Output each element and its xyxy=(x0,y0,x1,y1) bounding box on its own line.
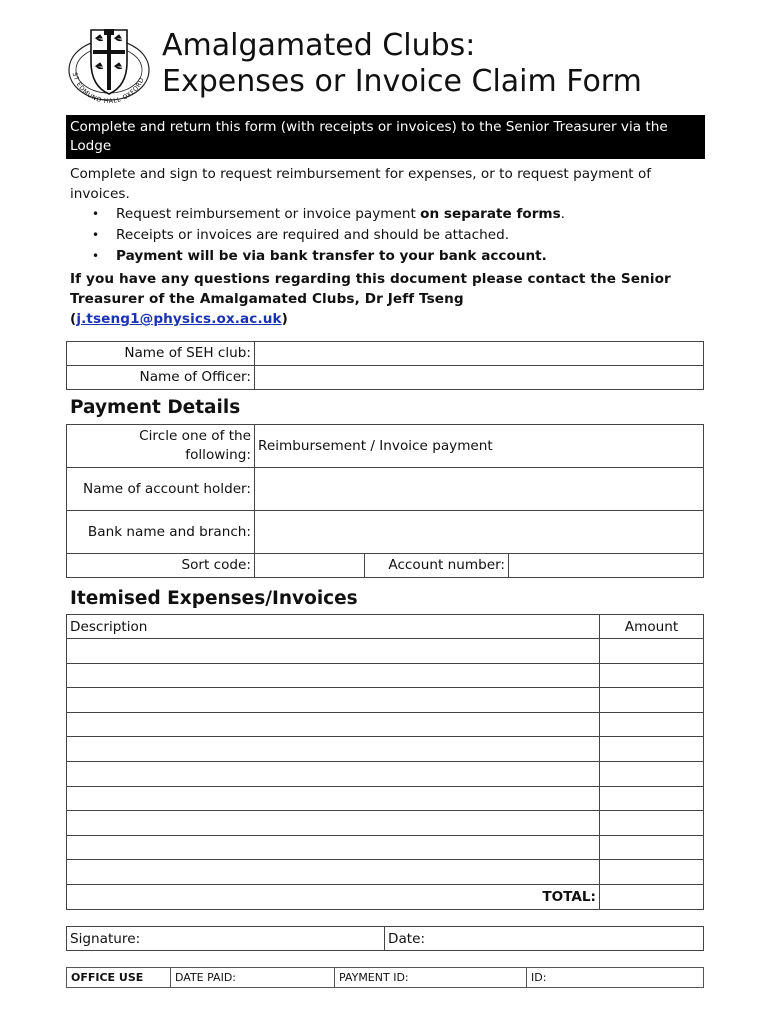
description-column-header: Description xyxy=(67,615,600,639)
item-description-field[interactable] xyxy=(67,663,600,688)
bullet-icon: • xyxy=(92,249,100,263)
table-row xyxy=(67,366,704,390)
bullet-icon: • xyxy=(92,207,100,221)
sort-code-label: Sort code: xyxy=(67,554,255,578)
amount-column-header: Amount xyxy=(600,615,704,639)
circle-option-label: Circle one of the following: xyxy=(67,425,255,468)
list-item xyxy=(70,204,710,225)
table-row xyxy=(67,761,704,786)
item-description-field[interactable] xyxy=(67,860,600,885)
item-description-field[interactable] xyxy=(67,811,600,836)
table-row xyxy=(67,968,704,988)
table-row xyxy=(67,860,704,885)
date-label: Date: xyxy=(388,930,426,947)
intro-text: Complete and sign to request reimbursement for expenses, or to request payment of invoices. xyxy=(70,166,652,202)
instructions-banner: Complete and return this form (with receipts or invoices) to the Senior Treasurer via the Lodge xyxy=(66,115,705,159)
contact-email-link[interactable]: j.tseng1@physics.ox.ac.uk xyxy=(76,311,282,327)
item-description-field[interactable] xyxy=(67,639,600,664)
contact-paren-close: ) xyxy=(281,311,288,327)
item-amount-field[interactable] xyxy=(600,761,704,786)
officer-name-field[interactable] xyxy=(255,366,704,390)
signature-label: Signature: xyxy=(70,930,141,947)
table-row xyxy=(67,737,704,762)
table-row xyxy=(67,811,704,836)
item-description-field[interactable] xyxy=(67,786,600,811)
payment-id-label: PAYMENT ID: xyxy=(339,971,409,984)
bullet-text: Receipts or invoices are required and should be attached. xyxy=(116,227,510,243)
table-row xyxy=(67,835,704,860)
college-crest-logo xyxy=(66,26,152,106)
club-name-field[interactable] xyxy=(255,342,704,366)
contact-note xyxy=(70,269,710,329)
item-description-field[interactable] xyxy=(67,761,600,786)
total-label: TOTAL: xyxy=(67,884,600,909)
itemised-expenses-heading: Itemised Expenses/Invoices xyxy=(70,588,358,609)
payment-id-field[interactable] xyxy=(335,968,527,988)
list-item xyxy=(70,246,710,267)
table-row xyxy=(67,342,704,366)
table-row xyxy=(67,786,704,811)
table-header-row xyxy=(67,615,704,639)
bank-branch-label: Bank name and branch: xyxy=(67,511,255,554)
table-row xyxy=(67,468,704,511)
item-amount-field[interactable] xyxy=(600,737,704,762)
page-title xyxy=(162,28,642,100)
bullet-text: Payment will be via bank transfer to your bank account. xyxy=(116,248,547,264)
table-row xyxy=(67,663,704,688)
table-row xyxy=(67,927,704,951)
id-label: ID: xyxy=(531,971,547,984)
date-field[interactable] xyxy=(385,927,704,951)
bullet-emphasis: on separate forms xyxy=(420,206,561,222)
table-row xyxy=(67,554,704,578)
requirements-list xyxy=(70,204,710,267)
item-amount-field[interactable] xyxy=(600,639,704,664)
title-line-1: Amalgamated Clubs: xyxy=(162,28,476,63)
item-amount-field[interactable] xyxy=(600,663,704,688)
list-item xyxy=(70,225,710,246)
signature-field[interactable] xyxy=(67,927,385,951)
table-row xyxy=(67,511,704,554)
crest-motto: ST EDMUND HALL OXFORD xyxy=(70,71,146,106)
account-holder-field[interactable] xyxy=(255,468,704,511)
item-description-field[interactable] xyxy=(67,835,600,860)
total-row xyxy=(67,884,704,909)
table-row xyxy=(67,712,704,737)
table-row xyxy=(67,688,704,713)
date-paid-label: DATE PAID: xyxy=(175,971,236,984)
title-line-2: Expenses or Invoice Claim Form xyxy=(162,64,642,99)
itemised-expenses-table xyxy=(66,614,704,910)
table-row xyxy=(67,639,704,664)
bullet-suffix: . xyxy=(560,206,565,222)
item-description-field[interactable] xyxy=(67,688,600,713)
bank-branch-field[interactable] xyxy=(255,511,704,554)
item-amount-field[interactable] xyxy=(600,835,704,860)
bullet-icon: • xyxy=(92,228,100,242)
contact-paren-open: ( xyxy=(70,311,77,327)
id-field[interactable] xyxy=(527,968,704,988)
officer-name-label: Name of Officer: xyxy=(67,366,255,390)
account-number-field[interactable] xyxy=(509,554,704,578)
account-number-label: Account number: xyxy=(365,554,509,578)
contact-text: If you have any questions regarding this document please contact the Senior Treasurer of the Amalgamated Clubs, Dr Jeff Tseng xyxy=(70,271,671,307)
item-amount-field[interactable] xyxy=(600,860,704,885)
club-details-table xyxy=(66,341,704,390)
item-amount-field[interactable] xyxy=(600,688,704,713)
payment-type-options[interactable]: Reimbursement / Invoice payment xyxy=(255,425,704,468)
date-paid-field[interactable] xyxy=(171,968,335,988)
sort-code-field[interactable] xyxy=(255,554,365,578)
office-use-label: OFFICE USE xyxy=(67,968,171,988)
item-description-field[interactable] xyxy=(67,712,600,737)
account-holder-label: Name of account holder: xyxy=(67,468,255,511)
club-name-label: Name of SEH club: xyxy=(67,342,255,366)
item-amount-field[interactable] xyxy=(600,786,704,811)
payment-details-heading: Payment Details xyxy=(70,397,241,418)
total-amount-field[interactable] xyxy=(600,884,704,909)
item-description-field[interactable] xyxy=(67,737,600,762)
intro-section xyxy=(70,164,710,329)
signature-table xyxy=(66,926,704,951)
item-amount-field[interactable] xyxy=(600,811,704,836)
table-row xyxy=(67,425,704,468)
item-amount-field[interactable] xyxy=(600,712,704,737)
office-use-table xyxy=(66,967,704,988)
bullet-text: Request reimbursement or invoice payment xyxy=(116,206,421,222)
payment-details-table xyxy=(66,424,704,578)
